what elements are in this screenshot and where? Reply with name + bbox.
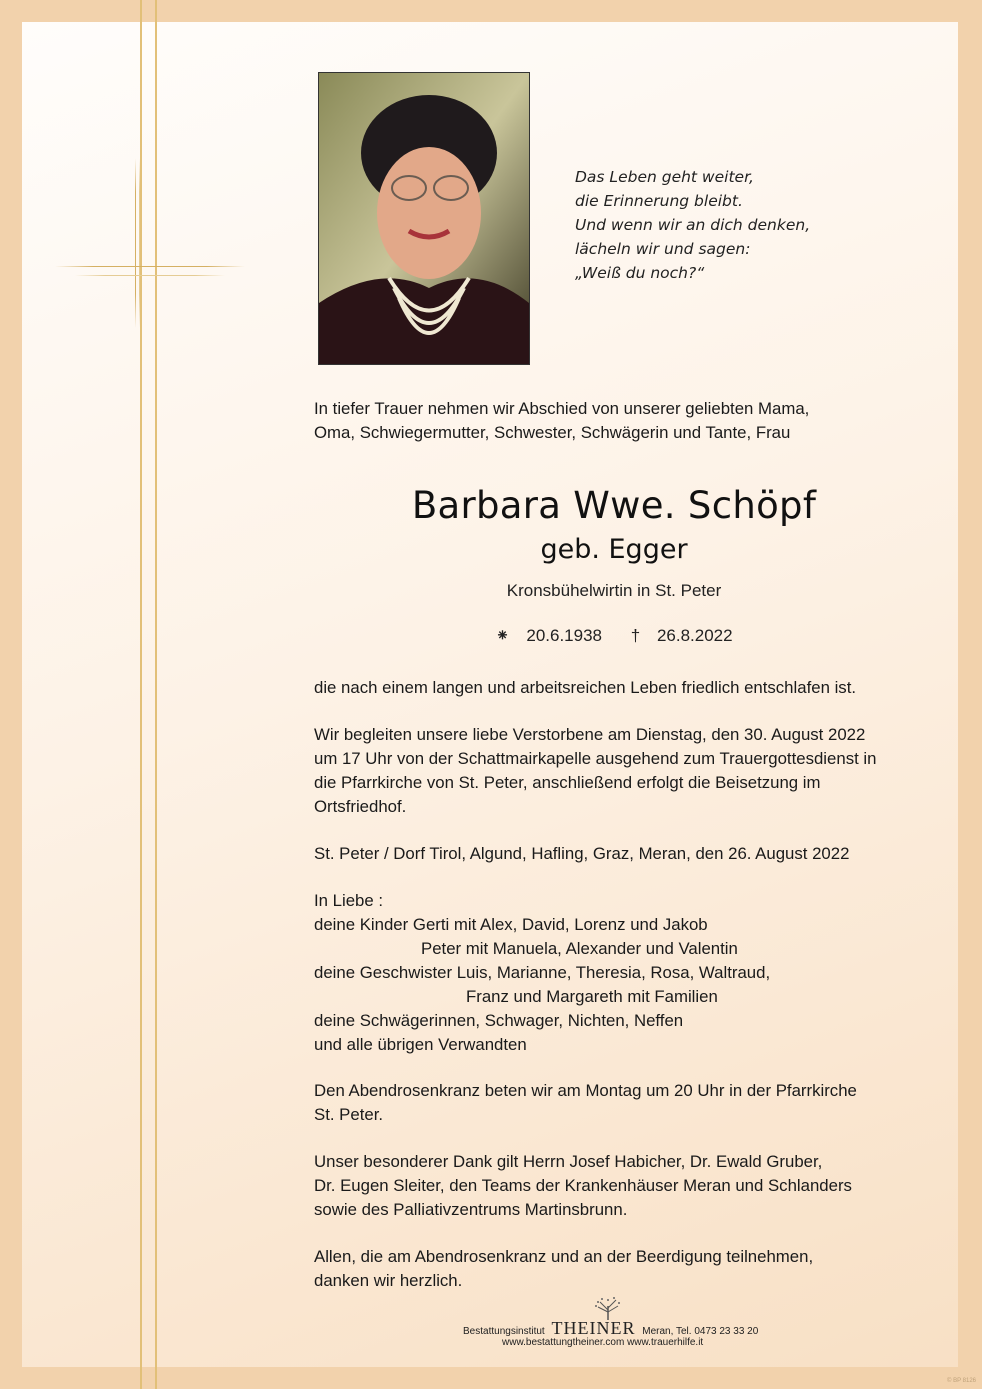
rosary-paragraph: Den Abendrosenkranz beten wir am Montag um 20 Uhr in der Pfarrkirche St. Peter.	[314, 1081, 857, 1124]
birth-date: ⁕ 20.6.1938	[495, 626, 603, 645]
dagger-icon: †	[630, 626, 641, 645]
portrait-photo	[318, 72, 530, 365]
intro-text	[314, 397, 914, 445]
decorative-line-right	[155, 0, 157, 1389]
deceased-title: Kronsbühelwirtin in St. Peter	[506, 581, 722, 600]
decorative-line-left	[140, 0, 142, 1389]
cross-icon	[135, 158, 136, 328]
intro-line: Oma, Schwiegermutter, Schwester, Schwägerin und Tante, Frau	[314, 423, 791, 442]
closing-paragraph: Allen, die am Abendrosenkranz und an der Beerdigung teilnehmen, danken wir herzlich.	[314, 1247, 814, 1290]
copyright-mark: © BP 8126	[947, 1378, 976, 1384]
quote-line: die Erinnerung bleibt.	[575, 192, 743, 210]
passing-text: die nach einem langen und arbeitsreichen Leben friedlich entschlafen ist.	[314, 678, 857, 697]
deceased-name: Barbara Wwe. Schöpf	[411, 484, 817, 527]
death-date: † 26.8.2022	[630, 626, 733, 645]
birth-name: geb. Egger	[540, 534, 688, 565]
cross-icon-shadow	[139, 158, 140, 328]
tree-logo-icon	[588, 1296, 628, 1320]
quote-line: Und wenn wir an dich denken,	[575, 216, 811, 234]
cross-beam	[55, 266, 245, 267]
funeral-home-websites: www.bestattungtheiner.com www.trauerhilfe.it	[502, 1337, 704, 1348]
life-dates	[314, 626, 914, 646]
funeral-home-logo: THEINER	[551, 1318, 636, 1338]
memorial-quote	[575, 165, 875, 285]
quote-line: „Weiß du noch?“	[575, 264, 705, 282]
funeral-home-info: Bestattungsinstitut THEINER Meran, Tel. 0473 23 33 20	[463, 1318, 759, 1338]
thanks-paragraph: Unser besonderer Dank gilt Herrn Josef Habicher, Dr. Ewald Gruber, Dr. Eugen Sleiter, den Teams der Krankenhäuser Meran und Schlanders sowie des Palliativzentrums Martinsbrunn.	[314, 1152, 852, 1219]
quote-line: Das Leben geht weiter,	[575, 168, 754, 186]
quote-line: lächeln wir und sagen:	[575, 240, 751, 258]
place-date: St. Peter / Dorf Tirol, Algund, Hafling, Graz, Meran, den 26. August 2022	[314, 844, 850, 863]
mourners-list: In Liebe : deine Kinder Gerti mit Alex, David, Lorenz und Jakob Peter mit Manuela, Alexander und Valentin deine Geschwister Luis, Marianne, Theresia, Rosa, Waltraud, Franz und Margareth mit Familien deine Schwägerinnen, Schwager, Nichten, Neffen und alle übrigen Verwandten	[314, 891, 771, 1054]
intro-line: In tiefer Trauer nehmen wir Abschied von unserer geliebten Mama,	[314, 399, 810, 418]
funeral-paragraph: Wir begleiten unsere liebe Verstorbene am Dienstag, den 30. August 2022 um 17 Uhr von der Schattmairkapelle ausgehend zum Trauergottesdienst in die Pfarrkirche von St. Peter, anschließend erfolgt die Beisetzung im Ortsfriedhof.	[314, 725, 877, 816]
star-icon: ⁕	[495, 626, 510, 645]
cross-beam-shadow	[75, 275, 225, 276]
